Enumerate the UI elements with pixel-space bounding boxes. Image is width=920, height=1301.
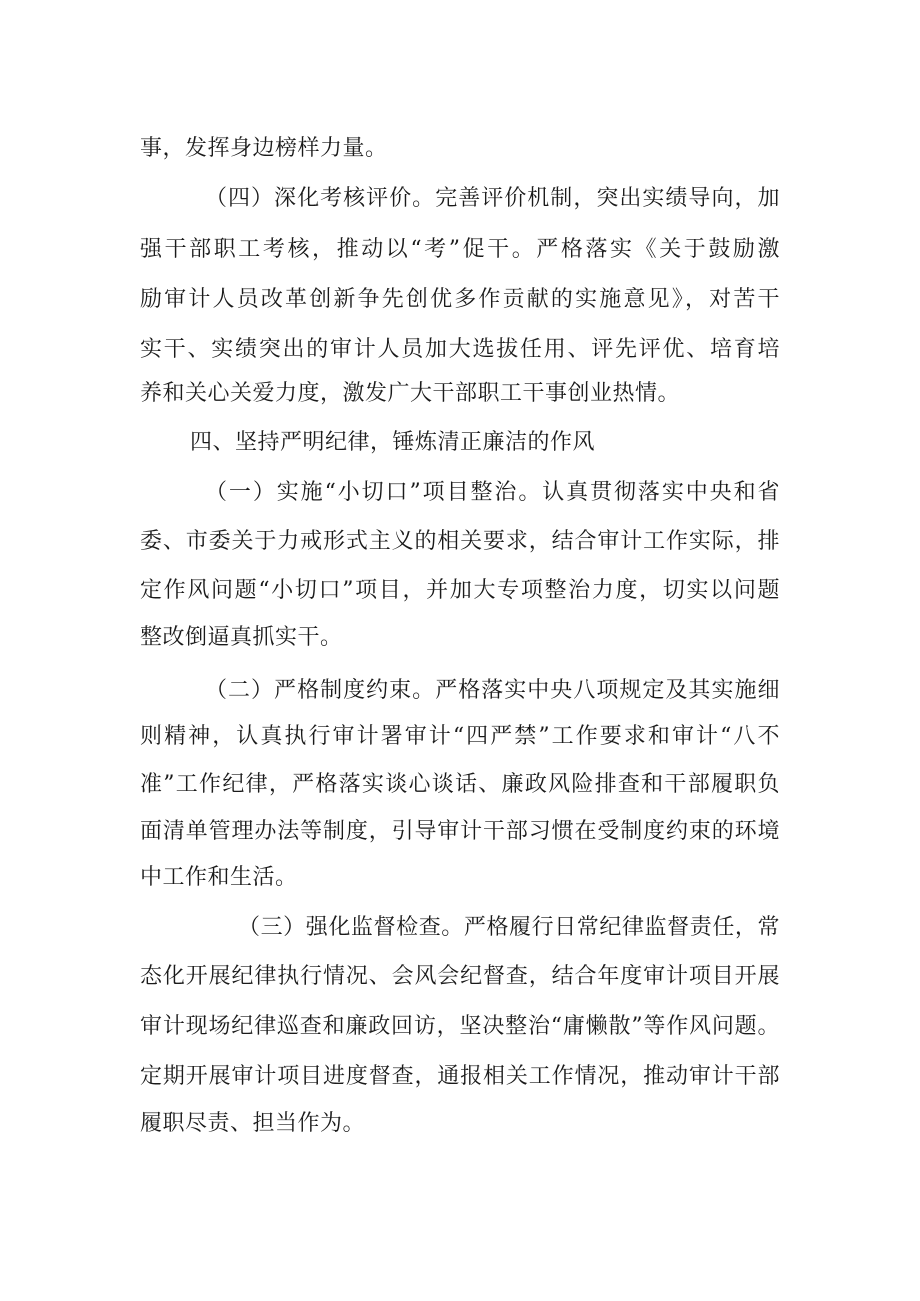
text-line: 准”工作纪律，严格落实谈心谈话、廉政风险排查和干部履职负 <box>140 772 780 797</box>
text-line: 养和关心关爱力度，激发广大干部职工干事创业热情。 <box>140 381 681 406</box>
text-line: 励审计人员改革创新争先创优多作贡献的实施意见》，对苦干 <box>140 287 780 312</box>
text-line: 实干、实绩突出的审计人员加大选拔任用、评先评优、培育培 <box>140 337 780 362</box>
text-line: （四）深化考核评价。完善评价机制，突出实绩导向，加 <box>205 186 780 211</box>
text-line: （一）实施“小切口”项目整治。认真贯彻落实中央和省 <box>205 480 780 505</box>
text-line: 履职尽责、担当作为。 <box>140 1111 366 1136</box>
text-line: （三）强化监督检查。严格履行日常纪律监督责任，常 <box>238 915 780 940</box>
text-line: 审计现场纪律巡查和廉政回访，坚决整治“庸懒散”等作风问题。 <box>140 1014 780 1039</box>
text-line: 态化开展纪律执行情况、会风会纪督查，结合年度审计项目开展 <box>140 964 780 989</box>
text-line: 整改倒逼真抓实干。 <box>140 625 343 650</box>
text-line: 中工作和生活。 <box>140 865 298 890</box>
text-line: 事，发挥身边榜样力量。 <box>140 136 388 161</box>
text-line: 则精神，认真执行审计署审计“四严禁”工作要求和审计“八不 <box>140 724 780 749</box>
text-line: 定作风问题“小切口”项目，并加大专项整治力度，切实以问题 <box>140 578 780 603</box>
text-line: 强干部职工考核，推动以“考”促干。严格落实《关于鼓励激 <box>140 237 780 262</box>
text-line: （二）严格制度约束。严格落实中央八项规定及其实施细 <box>205 678 780 703</box>
text-line: 面清单管理办法等制度，引导审计干部习惯在受制度约束的环境 <box>140 819 780 844</box>
section-heading: 四、坚持严明纪律，锤炼清正廉洁的作风 <box>190 430 596 455</box>
text-line: 委、市委关于力戒形式主义的相关要求，结合审计工作实际，排 <box>140 529 780 554</box>
text-line: 定期开展审计项目进度督查，通报相关工作情况，推动审计干部 <box>140 1064 780 1089</box>
